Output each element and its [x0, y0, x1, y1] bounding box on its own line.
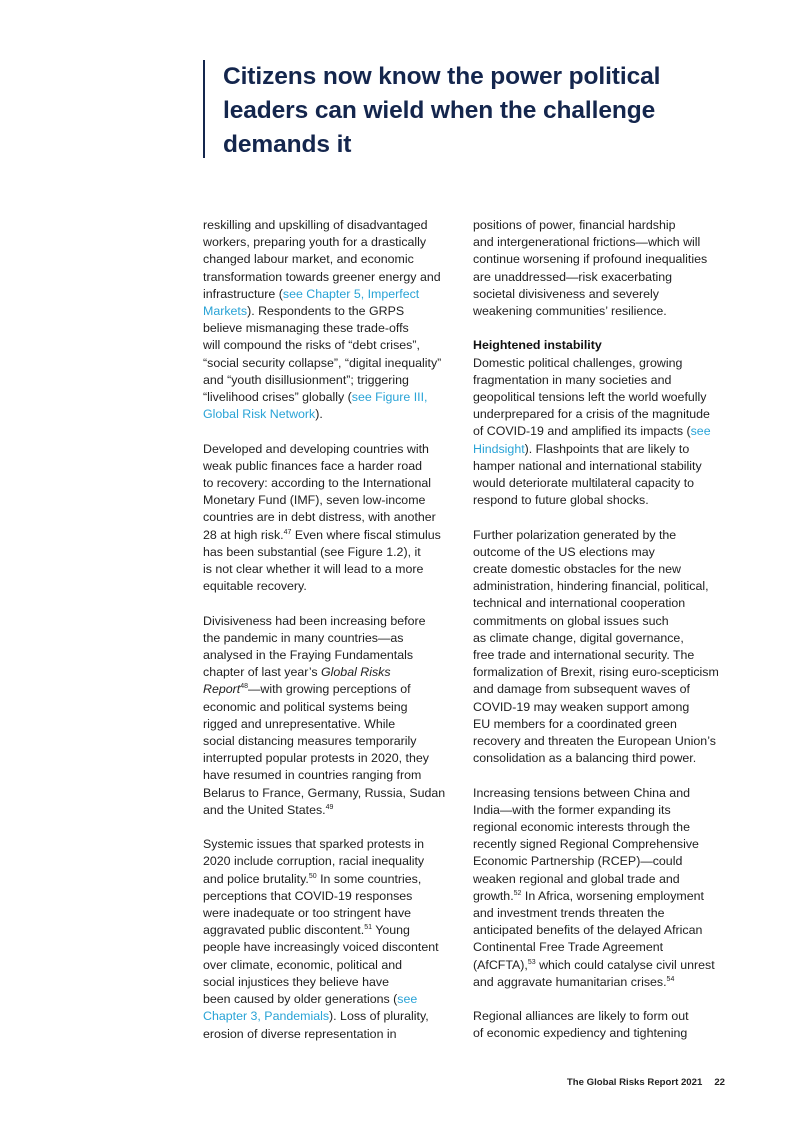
paragraph: Regional alliances are likely to form out of economic expediency and tightening: [473, 1009, 689, 1041]
paragraph: Domestic political challenges, growing fragmentation in many societies and geopolitical tensions left the world woefully underprepared for a crisis of the magnitude of COVID-19 and amplified its impacts (see Hindsight). Flashpoints that are likely to hamper national and international stability would deteriorate multilateral capacity to respond to future global shocks.: [473, 355, 711, 508]
hindsight-link[interactable]: see: [690, 424, 711, 439]
paragraph: Divisiveness had been increasing before the pandemic in many countries—as analysed in the Fraying Fundamentals chapter of last year’s Global Risks Report$^{48}$—with growing perceptions of economic and political systems being rigged and unrepresentative. While social distancing measures temporarily interrupted popular protests in 2020, they have resumed in countries ranging from Belarus to France, Germany, Russia, Sudan and the United States.$^{49}$: [203, 613, 446, 817]
footnote-ref[interactable]: 51: [364, 924, 372, 932]
footnote-ref[interactable]: 53: [527, 958, 536, 966]
left-column: [203, 217, 461, 1060]
report-title: The Global Risks Report 2021: [566, 1077, 703, 1088]
paragraph: reskilling and upskilling of disadvantaged workers, preparing youth for a drastically changed labour market, and economic transformation towards greener energy and infrastructure (see Chapter 5, Imperfect Markets). Respondents to the GRPS believe mismanaging these trade-offs will compound the risks of “debt crises”, “social security collapse”, “digital inequality” and “youth disillusionment”; triggering “livelihood crises” globally (see Figure III, Global Risk Network).: [203, 218, 442, 422]
figure-iii-link[interactable]: see Figure III,: [351, 390, 428, 405]
footnote-ref[interactable]: 49: [325, 803, 334, 811]
footnote-ref[interactable]: 48: [240, 683, 248, 691]
figure-iii-link-cont[interactable]: Global Risk Network: [203, 407, 316, 422]
footnote-ref[interactable]: 50: [308, 872, 317, 880]
section-heading: Heightened instability: [473, 338, 602, 353]
page-footer: [567, 1077, 725, 1088]
pull-quote: [203, 60, 763, 158]
hindsight-link-cont[interactable]: Hindsight: [473, 441, 525, 456]
footnote-ref[interactable]: 52: [513, 889, 522, 897]
chapter-5-link[interactable]: see Chapter 5, Imperfect: [282, 286, 420, 301]
paragraph: Developed and developing countries with weak public finances face a harder road to recovery: according to the International Monetary Fund (IMF), seven low-income countries are in debt distress, with another 28 at high risk.$^{47}$ Even where fiscal stimulus has been substantial (see Figure 1.2), it is not clear whether it will lead to a more equitable recovery.: [203, 441, 441, 594]
chapter-3-link[interactable]: see: [397, 992, 418, 1007]
paragraph: positions of power, financial hardship and intergenerational frictions—which will continue worsening if profound inequalities are unaddressed—risk exacerbating societal divisiveness and severely weakening communities’ resilience.: [473, 218, 708, 319]
footnote-ref[interactable]: 47: [283, 528, 292, 536]
right-column: [473, 217, 731, 1060]
chapter-5-link-cont[interactable]: Markets: [203, 304, 248, 319]
pull-quote-title: Citizens now know the power political leaders can wield when the challenge demands it: [223, 63, 661, 158]
chapter-3-link-cont[interactable]: Chapter 3, Pandemials: [203, 1009, 330, 1024]
paragraph: Further polarization generated by the outcome of the US elections may create domestic obstacles for the new administration, hindering financial, political, technical and international cooperation commitments on global issues such as climate change, digital governance, free trade and international security. The formalization of Brexit, rising euro-scepticism and damage from subsequent waves of COVID-19 may weaken support among EU members for a coordinated green recovery and threaten the European Union’s consolidation as a balancing third power.: [473, 527, 719, 766]
paragraph: Systemic issues that sparked protests in 2020 include corruption, racial inequality and police brutality.$^{50}$ In some countries, perceptions that COVID-19 responses were inadequate or too stringent have aggravated public discontent.$^{51}$ Young people have increasingly voiced discontent over climate, economic, political and social injustices they believe have been caused by older generations (see Chapter 3, Pandemials). Loss of plurality, erosion of diverse representation in: [203, 837, 439, 1041]
paragraph: Increasing tensions between China and India—with the former expanding its regional economic interests through the recently signed Regional Comprehensive Economic Partnership (RCEP)—could weaken regional and global trade and growth.$^{52}$ In Africa, worsening employment and investment trends threaten the anticipated benefits of the delayed African Continental Free Trade Agreement (AfCFTA),$^{53}$ which could catalyse civil unrest and aggravate humanitarian crises.$^{54}$: [473, 785, 715, 989]
page-number: 22: [714, 1077, 725, 1088]
footnote-ref[interactable]: 54: [666, 975, 675, 983]
